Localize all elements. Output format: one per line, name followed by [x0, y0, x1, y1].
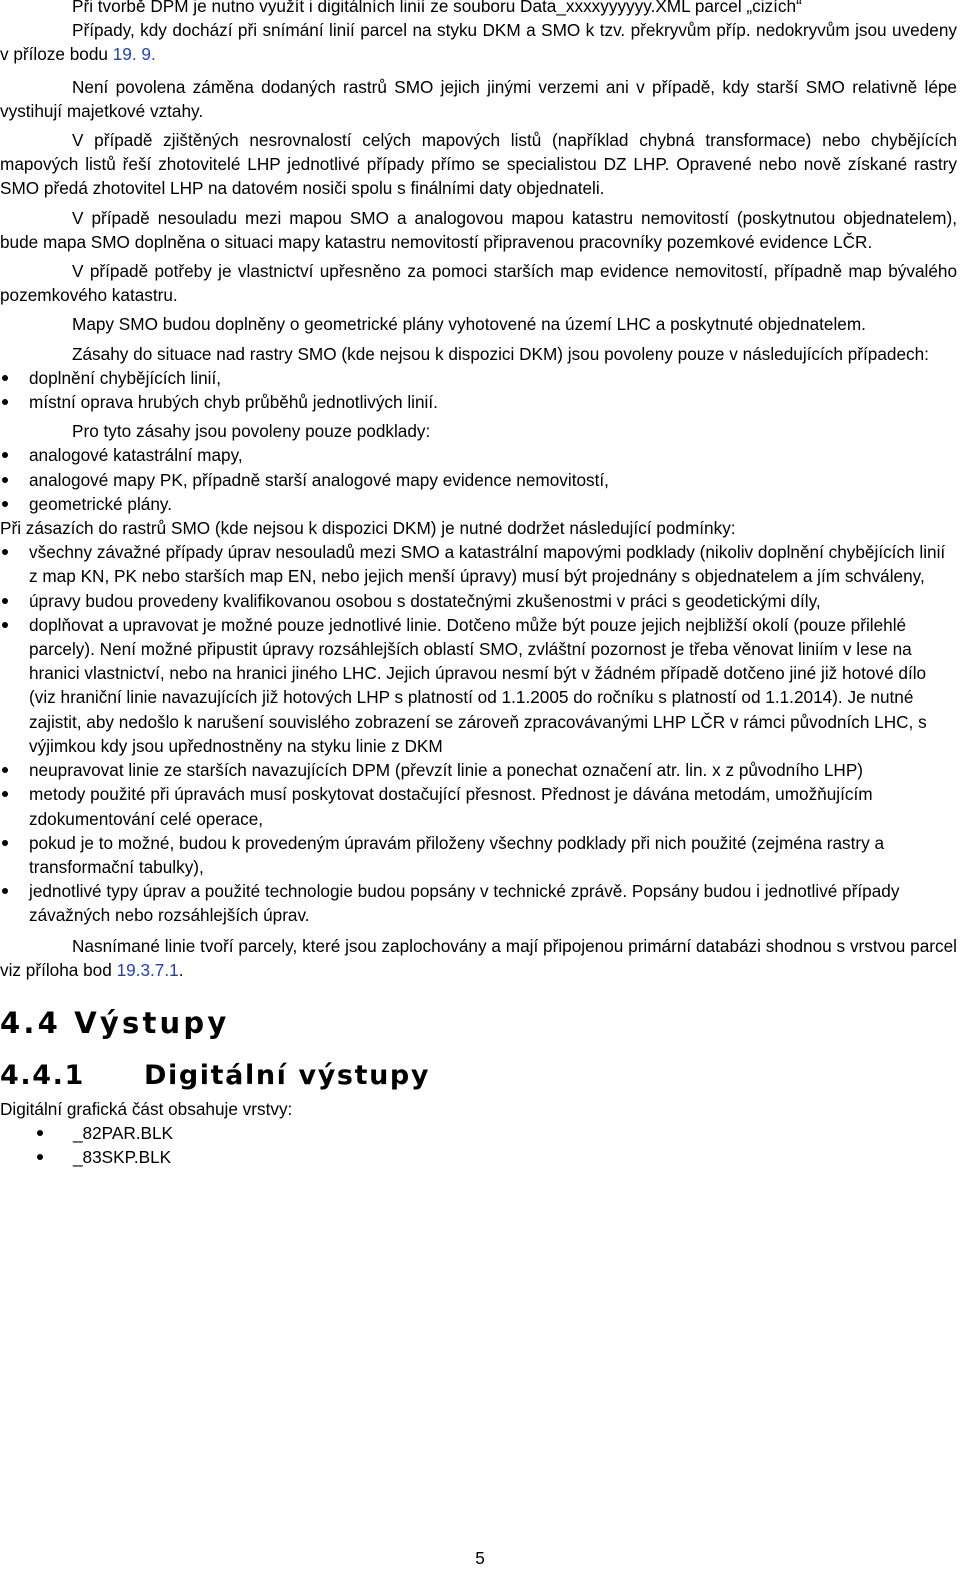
link-appendix-19-3-7-1[interactable]: 19.3.7.1 — [116, 959, 179, 980]
paragraph-mismatch: V případě nesouladu mezi mapou SMO a analogovou mapou katastru nemovitostí (poskytnutou objednatelem), bude mapa SMO doplněna o situaci mapy katastru nemovitostí připravenou pracovníky pozemkové evidence LČR. — [0, 207, 957, 252]
list-item-text: jednotlivé typy úprav a použité technologie budou popsány v technické zprávě. Popsány budou i jednotlivé případy závažných nebo rozsáhlejších úprav. — [29, 881, 900, 926]
list-item-text: úpravy budou provedeny kvalifikovanou osobou s dostatečnými zkušenostmi v práci s geodetickými díly, — [29, 590, 821, 611]
list-item-text: neupravovat linie ze starších navazujících DPM (převzít linie a ponechat označení atr. lin. x z původního LHP) — [29, 760, 864, 781]
list-item — [0, 443, 957, 467]
paragraph-captured-lines-text: Nasnímané linie tvoří parcely, které jsou zaplochovány a mají připojenou primární databázi shodnou s vrstvou parcel viz příloha bod — [0, 935, 957, 980]
list-item-text: analogové katastrální mapy, — [29, 445, 243, 466]
list-item-text: pokud je to možné, budou k provedeným úpravám přiloženy všechny podklady při nich použité (zejména rastry a transformační tabulky), — [29, 832, 885, 877]
paragraph-allowed-sources: Pro tyto zásahy jsou povoleny pouze podklady: — [72, 421, 431, 442]
list-item — [0, 492, 957, 516]
list-item — [0, 589, 957, 613]
list-item — [0, 1145, 957, 1169]
subsection-title: Digitální výstupy — [144, 1059, 431, 1091]
subsection-heading-digital-outputs — [0, 1060, 957, 1091]
list-allowed-sources — [0, 443, 957, 516]
bullet-icon — [2, 840, 8, 846]
bullet-icon — [2, 501, 8, 507]
paragraph-interventions: Zásahy do situace nad rastry SMO (kde nejsou k dispozici DKM) jsou povoleny pouze v následujících případech: — [72, 343, 929, 364]
bullet-icon — [2, 399, 8, 405]
paragraph-conditions: Při zásazích do rastrů SMO (kde nejsou k dispozici DKM) je nutné dodržet následující podmínky: — [0, 518, 736, 539]
bullet-icon — [37, 1130, 43, 1136]
list-item — [0, 1121, 957, 1145]
list-item-text: _82PAR.BLK — [73, 1123, 174, 1144]
bullet-icon — [2, 477, 8, 483]
bullet-icon — [2, 375, 8, 381]
bullet-icon — [2, 598, 8, 604]
bullet-icon — [2, 549, 8, 555]
list-item — [0, 879, 957, 927]
paragraph-discrepancies: V případě zjištěných nesrovnalostí celých mapových listů (například chybná transformace) nebo chybějících mapových listů řeší zhotovitelé LHP jednotlivé případy přímo se specialistou DZ LHP. Opravené nebo nově získané rastry SMO předá zhotovitel LHP na datovém nosiči spolu s finálními daty objednateli. — [0, 130, 957, 199]
list-item-text: metody použité při úpravách musí poskytovat dostačující přesnost. Přednost je dávána metodám, umožňujícím zdokumentování celé operace, — [29, 784, 873, 829]
list-item — [0, 366, 957, 390]
paragraph-ownership: V případě potřeby je vlastnictví upřesněno za pomoci starších map evidence nemovitostí, případně map bývalého pozemkového katastru. — [0, 261, 957, 306]
bullet-icon — [2, 622, 8, 628]
bullet-icon — [2, 452, 8, 458]
list-item — [0, 758, 957, 782]
list-item-text: geometrické plány. — [29, 493, 172, 514]
list-item-text: doplňovat a upravovat je možné pouze jednotlivé linie. Dotčeno může být pouze jejich nejbližší okolí (pouze přilehlé parcely). Není možné připustit úpravy rozsáhlejších oblastí SMO, zvláštní pozornost je třeba věnovat liniím v lese na hranici vlastnictví, nebo na hranici jiného LHC. Jejich úpravou nesmí být v žádném případě dotčeno jiné již hotové dílo (viz hraniční linie navazujících již hotových LHP s platností od 1.1.2005 do ročníku s platností od 1.1.2014). Je nutné zajistit, aby nedošlo k narušení souvislého zobrazení se zároveň zpracovávanými LHP LČR v rámci původních LHC, s výjimkou kdy jsou upřednostněny na styku linie z DKM — [29, 614, 927, 756]
list-item — [0, 782, 957, 830]
list-item — [0, 390, 957, 414]
link-appendix-19-9[interactable]: 19. 9. — [112, 44, 156, 65]
section-heading-outputs: 4.4 Výstupy — [0, 1005, 230, 1040]
list-item — [0, 831, 957, 879]
bullet-icon — [37, 1154, 43, 1160]
bullet-icon — [2, 767, 8, 773]
list-item-text: analogové mapy PK, případně starší analogové mapy evidence nemovitostí, — [29, 469, 609, 490]
paragraph-no-swap: Není povolena záměna dodaných rastrů SMO jejich jinými verzemi ani v případě, kdy starší SMO relativně lépe vystihují majetkové vztahy. — [0, 76, 957, 121]
list-item-text: doplnění chybějících linií, — [29, 367, 222, 388]
paragraph-captured-lines-end: . — [178, 959, 184, 980]
paragraph-digital-lines: Při tvorbě DPM je nutno využít i digitálních linií ze souboru Data_xxxxyyyyyy.XML parcel „cizích“ — [72, 0, 802, 16]
list-conditions — [0, 540, 957, 927]
paragraph-overlaps — [0, 18, 957, 66]
paragraph-captured-lines — [0, 934, 957, 982]
subsection-number: 4.4.1 — [0, 1059, 85, 1091]
list-layers — [0, 1121, 957, 1169]
paragraph-layers-intro: Digitální grafická část obsahuje vrstvy: — [0, 1098, 293, 1119]
paragraph-geometric-plans: Mapy SMO budou doplněny o geometrické plány vyhotovené na území LHC a poskytnuté objednatelem. — [72, 314, 866, 335]
list-item-text: všechny závažné případy úprav nesouladů mezi SMO a katastrální mapovými podklady (nikoliv doplnění chybějících linií z map KN, PK nebo starších map EN, nebo jejich menší úpravy) musí být projednány s objednatelem a jím schváleny, — [29, 542, 946, 587]
list-item — [0, 468, 957, 492]
list-item-text: místní oprava hrubých chyb průběhů jednotlivých linií. — [29, 392, 438, 413]
paragraph-overlaps-text: Případy, kdy dochází při snímání linií parcel na styku DKM a SMO k tzv. překryvům příp. nedokryvům jsou uvedeny v příloze bodu — [0, 20, 957, 65]
list-item-text: _83SKP.BLK — [73, 1147, 172, 1168]
list-item — [0, 540, 957, 588]
list-item — [0, 613, 957, 758]
list-allowed-cases — [0, 366, 957, 414]
bullet-icon — [2, 888, 8, 894]
bullet-icon — [2, 791, 8, 797]
page-number: 5 — [475, 1548, 485, 1568]
